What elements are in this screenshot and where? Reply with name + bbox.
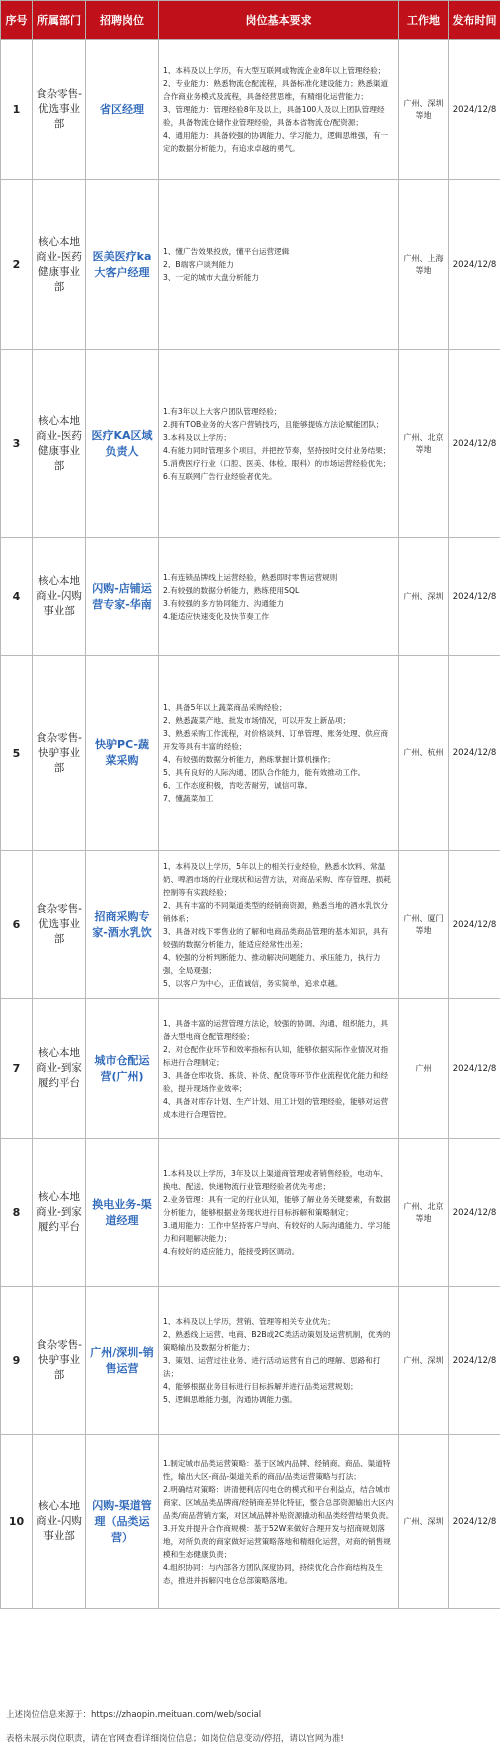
requirement-line: 2.有较强的数据分析能力，熟练使用SQL [163, 585, 300, 595]
row-requirements [159, 350, 399, 538]
row-date: 2024/12/8 [449, 851, 500, 999]
requirement-line: 3、熟悉采购工作流程，对价格谈判、订单管理、账务处理、供应商开发等具有丰富的经验； [163, 729, 389, 751]
requirement-line: 3、策划、运营过往业务、进行活动运营有自己的理解、思路和打法； [163, 1356, 381, 1378]
row-requirements [159, 1287, 399, 1435]
requirement-line: 3、具备对线下零售业的了解和电商品类商品管理的基本知识，具有较强的数据分析能力，能适应经常性出差； [163, 926, 389, 949]
header-requirements: 岗位基本要求 [159, 1, 399, 40]
row-position[interactable]: 闪购-店铺运营专家-华南 [86, 538, 159, 656]
header-date: 发布时间 [449, 1, 500, 40]
row-dept: 核心本地商业-医药健康事业部 [33, 350, 86, 538]
row-requirements [159, 40, 399, 180]
requirement-line: 2、专业能力：熟悉物流仓配流程，具备标准化建设能力；熟悉渠道合作商业务模式及流程，具备经营思维，有精细化运营能力； [163, 79, 389, 101]
requirement-line: 1.制定城市品类运营策略：基于区域内品牌、经销商、商品、渠道特性，输出大区-商品-渠道关系的商品/品类运营策略与打法； [163, 1458, 391, 1481]
row-dept: 核心本地商业-闪购事业部 [33, 1435, 86, 1609]
requirement-line: 5.消费医疗行业（口腔、医美、体检、眼科）的市场运营经验优先； [163, 458, 391, 468]
requirement-line: 1.本科及以上学历，3年及以上渠道商管理或者销售经验，电动车、换电、配送、快递物流行业管理经验者优先考虑； [163, 1169, 388, 1191]
row-location: 广州、杭州 [399, 656, 449, 851]
requirement-line: 4、较强的分析判断能力、推动解决问题能力、承压能力，执行力强，全局观强； [163, 952, 381, 975]
row-requirements [159, 851, 399, 999]
row-date: 2024/12/8 [449, 656, 500, 851]
table-row [1, 851, 500, 999]
row-location: 广州、北京等地 [399, 1139, 449, 1287]
row-location: 广州、厦门等地 [399, 851, 449, 999]
row-location: 广州、北京等地 [399, 350, 449, 538]
requirement-line: 4.有能力同时管理多个项目，并把控节奏，坚持按时交付业务结果； [163, 445, 391, 455]
row-date: 2024/12/8 [449, 1435, 500, 1609]
header-dept: 所属部门 [33, 1, 86, 40]
requirement-line: 5、逻辑思维能力强，沟通协调能力强。 [163, 1395, 297, 1404]
row-index: 4 [1, 538, 33, 656]
row-date: 2024/12/8 [449, 999, 500, 1139]
requirement-line: 4.有较好的适应能力，能接受跨区调动。 [163, 1247, 300, 1256]
row-date: 2024/12/8 [449, 538, 500, 656]
row-index: 2 [1, 180, 33, 350]
table-row [1, 1139, 500, 1287]
requirement-line: 2.业务管理：具有一定的行业认知，能够了解业务关键要素，有数据分析能力，能够根据业务现状进行目标拆解和策略制定； [163, 1195, 391, 1217]
requirement-line: 4、有较强的数据分析能力，熟练掌握计算机操作； [163, 755, 335, 764]
requirement-line: 6、工作态度积极，肯吃苦耐劳，诚信可靠。 [163, 781, 313, 790]
header-position: 招聘岗位 [86, 1, 159, 40]
row-requirements [159, 180, 399, 350]
header-index: 序号 [1, 1, 33, 40]
row-dept: 核心本地商业-到家履约平台 [33, 999, 86, 1139]
requirement-line: 1、本科及以上学历，营销、管理等相关专业优先； [163, 1317, 335, 1326]
row-dept: 食杂零售-优选事业部 [33, 851, 86, 999]
table-body [1, 40, 500, 1609]
row-requirements [159, 656, 399, 851]
row-position[interactable]: 换电业务-渠道经理 [86, 1139, 159, 1287]
requirement-line: 1、本科及以上学历，有大型互联网或物流企业8年以上管理经验； [163, 66, 386, 75]
row-dept: 食杂零售-优选事业部 [33, 40, 86, 180]
requirement-line: 2、具有丰富的不同渠道类型的经销商资源，熟悉当地的酒水乳饮分销体系； [163, 900, 389, 923]
requirement-line: 4、能够根据业务目标进行目标拆解并进行品类运营规划； [163, 1382, 358, 1391]
table-header-row [1, 1, 500, 40]
requirement-line: 2、熟悉蔬菜产地、批发市场情况，可以开发上新品项； [163, 716, 351, 725]
footer-note: 表格未展示岗位职责，请在官网查看详细岗位信息；如岗位信息变动/停招，请以官网为准! [6, 1734, 344, 1744]
row-index: 1 [1, 40, 33, 180]
row-dept: 食杂零售-快驴事业部 [33, 656, 86, 851]
requirement-line: 4.能适应快速变化及快节奏工作 [163, 611, 269, 621]
table-row [1, 40, 500, 180]
row-requirements [159, 538, 399, 656]
row-index: 9 [1, 1287, 33, 1435]
row-location: 广州、深圳等地 [399, 40, 449, 180]
row-date: 2024/12/8 [449, 40, 500, 180]
requirement-line: 1.有连锁品牌线上运营经验，熟悉即时零售运营规则 [163, 572, 338, 582]
requirement-line: 2、熟悉线上运营、电商、B2B或2C类活动策划及运营机制，优秀的策略输出及数据分析能力； [163, 1330, 391, 1352]
row-position[interactable]: 医疗KA区域负责人 [86, 350, 159, 538]
row-position[interactable]: 城市仓配运营(广州) [86, 999, 159, 1139]
row-location: 广州、深圳 [399, 1287, 449, 1435]
table-row [1, 350, 500, 538]
row-index: 6 [1, 851, 33, 999]
row-position[interactable]: 省区经理 [86, 40, 159, 180]
requirement-line: 3、一定的城市大盘分析能力 [163, 273, 259, 282]
requirement-line: 4、具备对库存计划、生产计划、用工计划的管理经验，能够对运营成本进行合理管控。 [163, 1096, 389, 1119]
requirement-line: 2.明确结对策略：讲清便利店闪电仓的模式和平台利益点，结合城市商家、区域品类品牌商/经销商差异化特征，整合总部资源输出大区内品类/商品营销方案，对区域品牌补贴资源撬动和品类经营结果负责。 [163, 1484, 394, 1520]
row-dept: 核心本地商业-闪购事业部 [33, 538, 86, 656]
row-position[interactable]: 招商采购专家-酒水乳饮 [86, 851, 159, 999]
table-row [1, 999, 500, 1139]
requirement-line: 4.组织协同：与内部各方团队深度协同，持续优化合作商结构及生态，推进并拆解闪电仓总部策略落地。 [163, 1562, 383, 1585]
requirement-line: 1、本科及以上学历，5年以上的相关行业经验，熟悉水饮料、常温奶、啤酒市场的行业现状和运营方法，对商品采购、库存管理、损耗控制等有实践经验； [163, 861, 391, 897]
requirement-line: 3.本科及以上学历； [163, 432, 231, 442]
row-index: 3 [1, 350, 33, 538]
row-date: 2024/12/8 [449, 1139, 500, 1287]
row-dept: 核心本地商业-医药健康事业部 [33, 180, 86, 350]
requirement-line: 1、具备5年以上蔬菜商品采购经验； [163, 703, 287, 712]
requirement-line: 2、对仓配作业环节和效率指标有认知，能够依据实际作业情况对指标进行合理制定； [163, 1044, 389, 1067]
row-position[interactable]: 医美医疗ka大客户经理 [86, 180, 159, 350]
requirement-line: 3、具备仓库收货、拣货、补货、配货等环节作业流程优化能力和经验，提升现场作业效率； [163, 1070, 389, 1093]
requirement-line: 7、懂蔬菜加工 [163, 794, 214, 803]
footer-source: 上述岗位信息来源于：https://zhaopin.meituan.com/web/social [6, 1710, 262, 1720]
row-date: 2024/12/8 [449, 350, 500, 538]
row-location: 广州、深圳 [399, 1435, 449, 1609]
table-row [1, 538, 500, 656]
row-requirements [159, 1435, 399, 1609]
requirement-line: 5、具有良好的人际沟通、团队合作能力，能有效推动工作。 [163, 768, 366, 777]
requirement-line: 2、B端客户谈判能力 [163, 260, 234, 269]
requirement-line: 5、以客户为中心，正值诚信，务实简单，追求卓越。 [163, 978, 343, 988]
row-requirements [159, 999, 399, 1139]
row-location: 广州 [399, 999, 449, 1139]
requirement-line: 4、通用能力：具备较强的协调能力、学习能力，逻辑思维强，有一定的数据分析能力，有追求卓越的勇气。 [163, 131, 389, 153]
row-index: 10 [1, 1435, 33, 1609]
requirement-line: 1、具备丰富的运营管理方法论，较强的协调、沟通、组织能力，具备大型电商仓配管理经验； [163, 1018, 389, 1041]
row-dept: 核心本地商业-到家履约平台 [33, 1139, 86, 1287]
requirement-line: 6.有互联网广告行业经验者优先。 [163, 471, 277, 481]
table-row [1, 1435, 500, 1609]
requirement-line: 3.通用能力：工作中坚持客户导向、有较好的人际沟通能力、学习能力和问题解决能力； [163, 1221, 391, 1243]
row-position[interactable]: 快驴PC-蔬菜采购 [86, 656, 159, 851]
header-location: 工作地 [399, 1, 449, 40]
row-requirements [159, 1139, 399, 1287]
requirement-line: 1.有3年以上大客户团队管理经验； [163, 406, 282, 416]
row-location: 广州、深圳 [399, 538, 449, 656]
row-date: 2024/12/8 [449, 1287, 500, 1435]
table-row [1, 180, 500, 350]
table-row [1, 656, 500, 851]
row-date: 2024/12/8 [449, 180, 500, 350]
requirement-line: 3.开发并提升合作商规模：基于52W来做好合理开发与招商规划落地，对所负责的商家做好运营策略落地和精细化运营，对商的销售规模和生态健康负责； [163, 1523, 391, 1559]
requirement-line: 3、管理能力：管理经验8年及以上，具备100人及以上团队管理经验，具备物流仓储作业管理经验，具备本省物流仓/配资源； [163, 105, 385, 127]
row-position[interactable]: 广州/深圳-销售运营 [86, 1287, 159, 1435]
row-index: 5 [1, 656, 33, 851]
row-location: 广州、上海等地 [399, 180, 449, 350]
row-dept: 食杂零售-快驴事业部 [33, 1287, 86, 1435]
row-position[interactable]: 闪购-渠道管理（品类运营） [86, 1435, 159, 1609]
requirement-line: 1、懂广告效果投放，懂平台运营逻辑 [163, 247, 290, 256]
row-index: 7 [1, 999, 33, 1139]
requirement-line: 3.有较强的多方协同能力、沟通能力 [163, 598, 285, 608]
row-index: 8 [1, 1139, 33, 1287]
table-row [1, 1287, 500, 1435]
requirement-line: 2.拥有TOB业务的大客户营销技巧，且能够提炼方法论赋能团队； [163, 419, 384, 429]
